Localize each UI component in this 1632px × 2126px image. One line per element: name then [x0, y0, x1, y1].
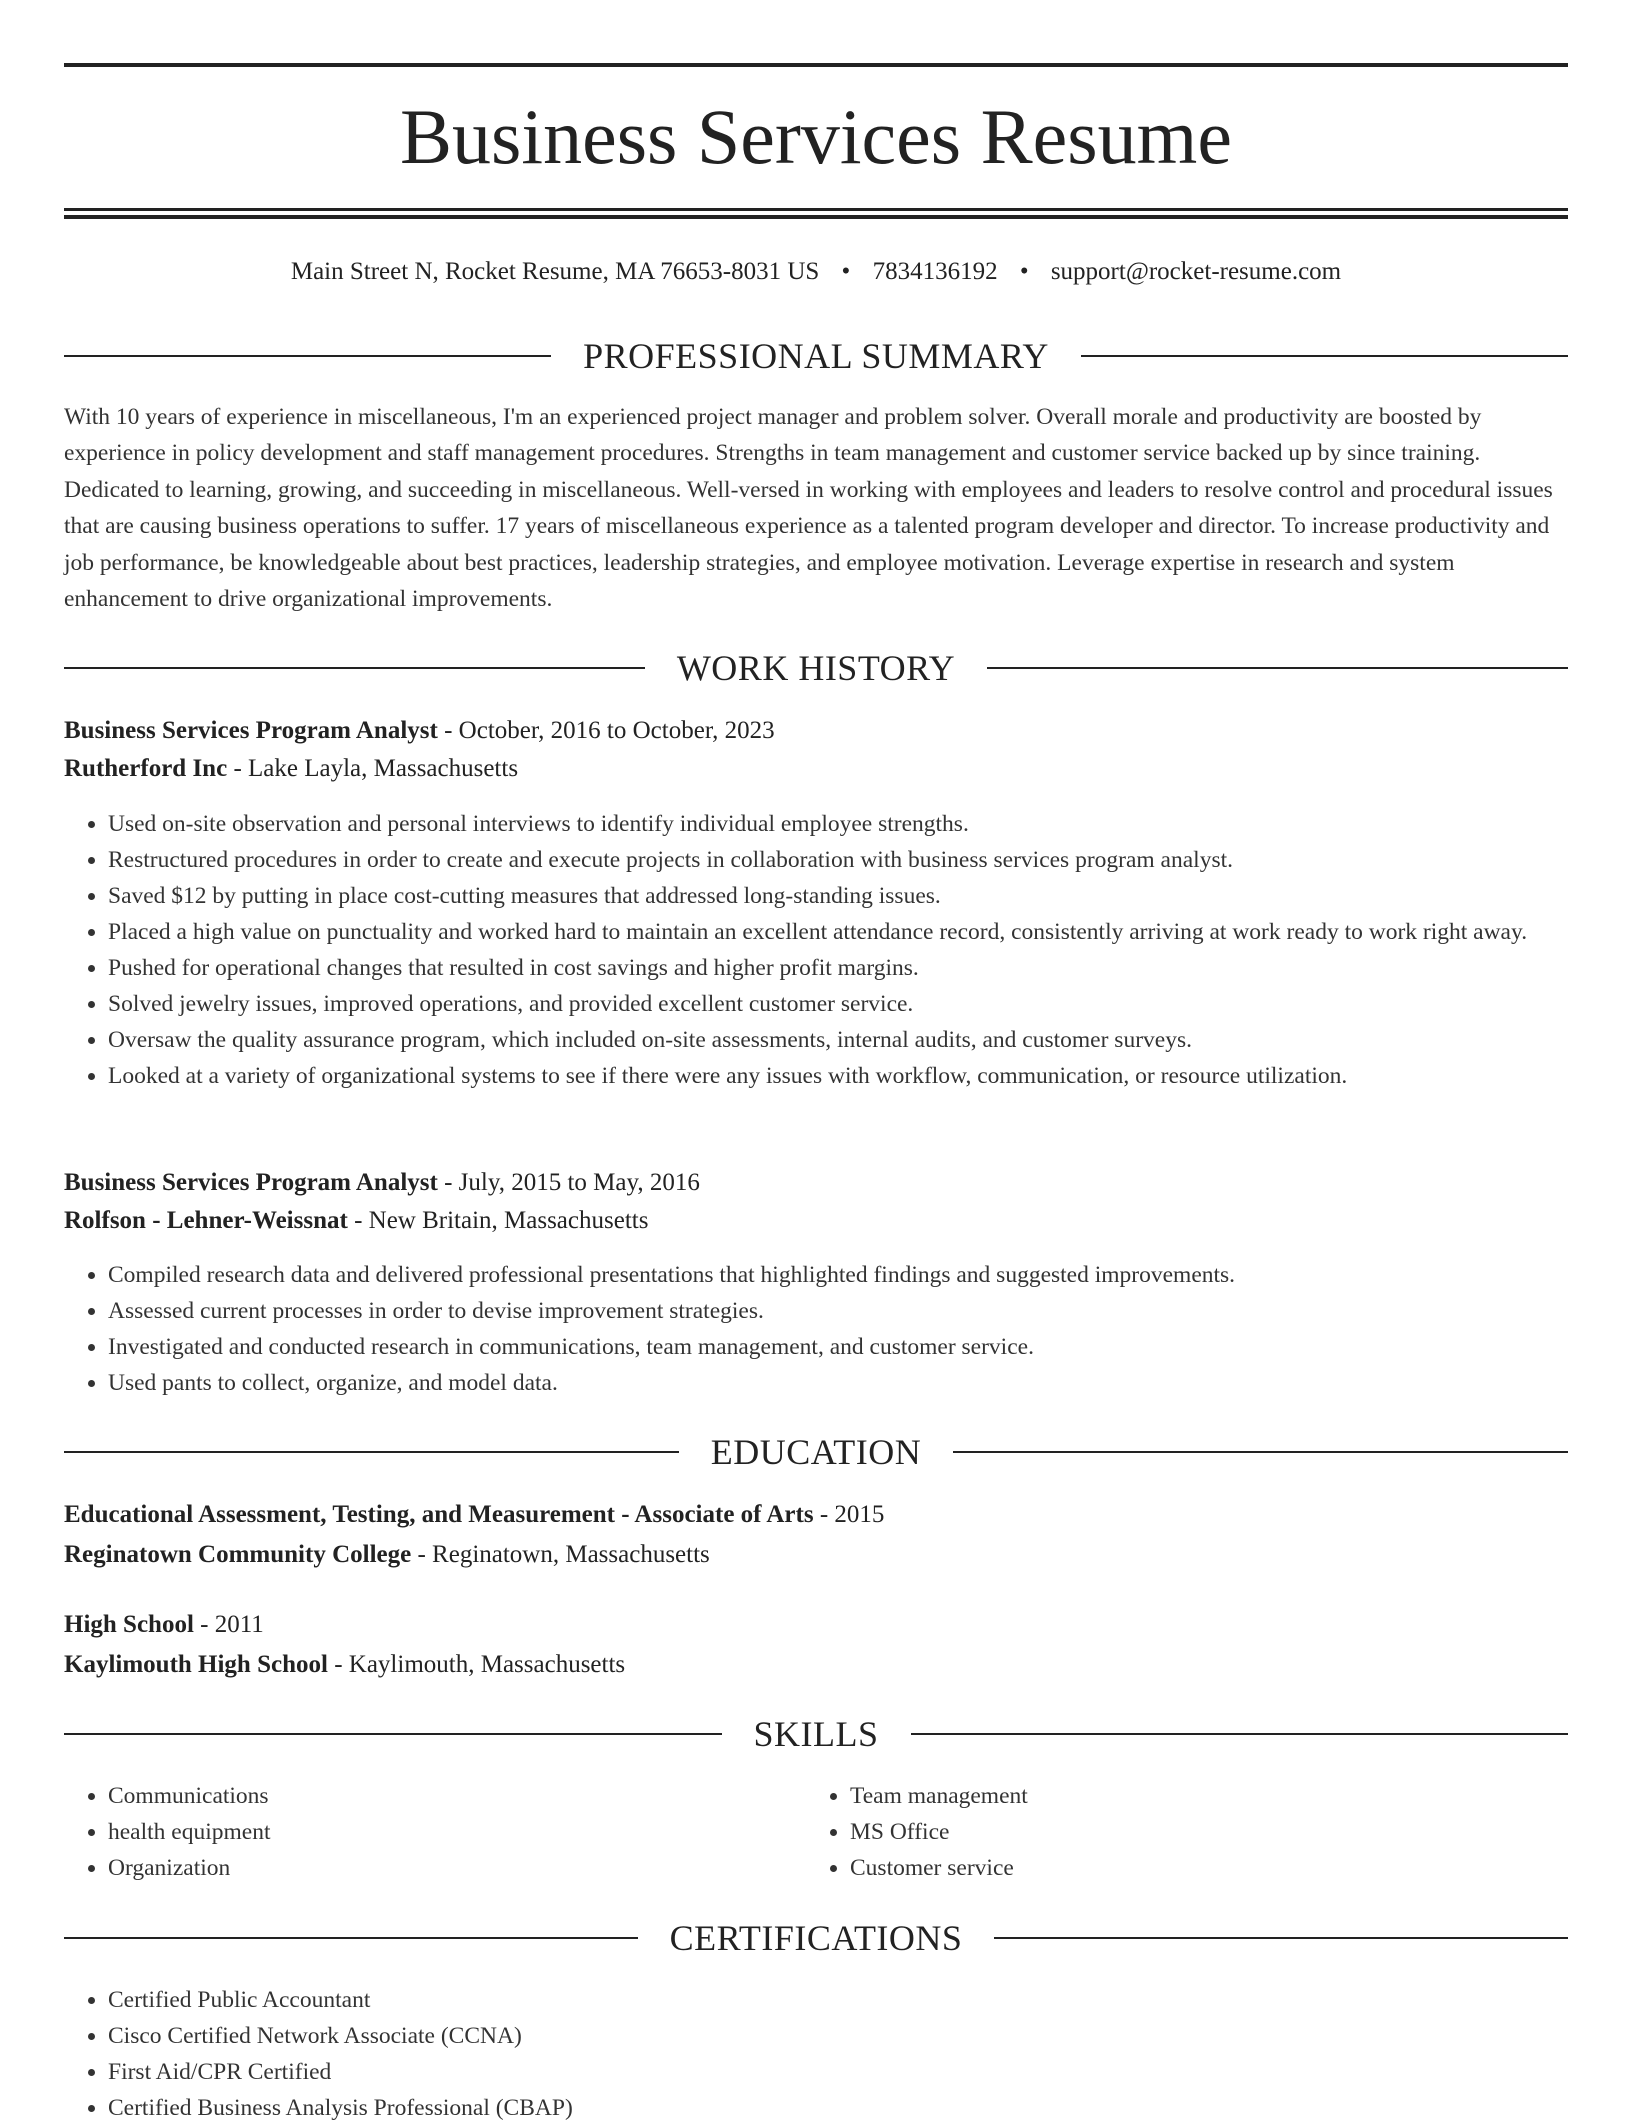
- section-rule-right: [994, 1937, 1568, 1939]
- list-item: • Pushed for operational changes that resulted in cost savings and higher profit margins.: [108, 950, 1568, 986]
- contact-separator: •: [841, 258, 851, 285]
- job-location: - Lake Layla, Massachusetts: [227, 755, 519, 782]
- list-item: • Communications: [108, 1778, 804, 1814]
- job-title: Business Services Program Analyst: [64, 1169, 438, 1196]
- job-1-bullets: [64, 806, 1568, 1094]
- job-1-title-line: [64, 712, 1568, 750]
- list-item: • Assessed current processes in order to devise improvement strategies.: [108, 1293, 1568, 1329]
- education-location: - Reginatown, Massachusetts: [411, 1541, 710, 1568]
- education-location: - Kaylimouth, Massachusetts: [327, 1651, 626, 1678]
- skills-list-right: [806, 1778, 1546, 1886]
- header-double-rule-upper: [64, 208, 1568, 211]
- job-location: - New Britain, Massachusetts: [347, 1207, 649, 1234]
- list-item: • Used on-site observation and personal interviews to identify individual employee strengths.: [108, 806, 1568, 842]
- contact-separator: •: [1019, 258, 1029, 285]
- section-header-skills: [64, 1712, 1568, 1756]
- education-degree: High School: [64, 1611, 194, 1638]
- education-school: Kaylimouth High School: [64, 1651, 328, 1678]
- section-title-certifications: CERTIFICATIONS: [669, 1918, 963, 1958]
- list-item: • Saved $12 by putting in place cost-cutting measures that addressed long-standing issues.: [108, 878, 1568, 914]
- job-company: Rutherford Inc: [64, 755, 228, 782]
- section-rule-left: [64, 355, 551, 357]
- header-top-rule: [64, 63, 1568, 67]
- list-item: • Certified Business Analysis Professional (CBAP): [108, 2090, 1568, 2126]
- job-2-bullets: [64, 1257, 1568, 1401]
- contact-phone: 7834136192: [872, 258, 998, 285]
- list-item: • Investigated and conducted research in communications, team management, and customer service.: [108, 1329, 1568, 1365]
- section-rule-right: [911, 1733, 1569, 1735]
- section-header-work-history: [64, 646, 1568, 690]
- contact-address: Main Street N, Rocket Resume, MA 76653-8031 US: [290, 258, 820, 285]
- list-item: • health equipment: [108, 1814, 804, 1850]
- contact-line: [64, 254, 1568, 290]
- list-item: • Looked at a variety of organizational systems to see if there were any issues with workflow, communication, or resource utilization.: [108, 1058, 1568, 1094]
- job-dates: - October, 2016 to October, 2023: [437, 717, 775, 744]
- education-school: Reginatown Community College: [64, 1541, 412, 1568]
- list-item: • First Aid/CPR Certified: [108, 2054, 1568, 2090]
- section-title-work-history: WORK HISTORY: [676, 648, 956, 688]
- summary-paragraph: With 10 years of experience in miscellaneous, I'm an experienced project manager and problem solver. Overall morale and productivity are boosted by experience in policy development and staff management procedures. Strengths in team management and customer service backed up by since training. Dedicated to learning, growing, and succeeding in miscellaneous. Well-versed in working with employees and leaders to resolve control and procedural issues that are causing business operations to suffer. 17 years of miscellaneous experience as a talented program developer and director. To increase productivity and job performance, be knowledgeable about best practices, leadership strategies, and employee motivation. Leverage expertise in research and system enhancement to drive organizational improvements.: [64, 404, 1553, 613]
- section-rule-left: [64, 1451, 679, 1453]
- list-item: • Customer service: [850, 1850, 1546, 1886]
- job-company: Rolfson - Lehner-Weissnat: [64, 1207, 348, 1234]
- education-2-degree-line: [64, 1606, 1568, 1644]
- education-1-school-line: [64, 1536, 1568, 1574]
- section-rule-right: [1081, 355, 1568, 357]
- section-header-education: [64, 1430, 1568, 1474]
- section-title-skills: SKILLS: [753, 1714, 879, 1754]
- section-rule-left: [64, 667, 645, 669]
- section-rule-right: [987, 667, 1568, 669]
- list-item: • Organization: [108, 1850, 804, 1886]
- section-title-education: EDUCATION: [710, 1432, 922, 1472]
- list-item: • MS Office: [850, 1814, 1546, 1850]
- list-item: • Solved jewelry issues, improved operations, and provided excellent customer service.: [108, 986, 1568, 1022]
- education-degree: Educational Assessment, Testing, and Measurement - Associate of Arts: [64, 1501, 814, 1528]
- section-rule-left: [64, 1733, 722, 1735]
- list-item: • Cisco Certified Network Associate (CCNA): [108, 2018, 1568, 2054]
- list-item: • Certified Public Accountant: [108, 1982, 1568, 2018]
- list-item: • Team management: [850, 1778, 1546, 1814]
- section-header-summary: [64, 334, 1568, 378]
- job-1-company-line: [64, 750, 1568, 788]
- list-item: • Compiled research data and delivered professional presentations that highlighted findings and suggested improvements.: [108, 1257, 1568, 1293]
- list-item: • Restructured procedures in order to create and execute projects in collaboration with business services program analyst.: [108, 842, 1568, 878]
- education-2-school-line: [64, 1646, 1568, 1684]
- list-item: • Placed a high value on punctuality and worked hard to maintain an excellent attendance record, consistently arriving at work ready to work right away.: [108, 914, 1568, 950]
- resume-title: Business Services Resume: [400, 93, 1232, 180]
- job-title: Business Services Program Analyst: [64, 717, 438, 744]
- section-header-certifications: [64, 1916, 1568, 1960]
- certifications-list: [64, 1982, 1568, 2126]
- job-2-title-line: [64, 1164, 1568, 1202]
- section-rule-left: [64, 1937, 638, 1939]
- section-rule-right: [953, 1451, 1568, 1453]
- job-2-company-line: [64, 1202, 1568, 1240]
- list-item: • Oversaw the quality assurance program, which included on-site assessments, internal audits, and customer surveys.: [108, 1022, 1568, 1058]
- education-year: - 2011: [193, 1611, 264, 1638]
- list-item: • Used pants to collect, organize, and model data.: [108, 1365, 1568, 1401]
- education-year: - 2015: [813, 1501, 885, 1528]
- contact-email: support@rocket-resume.com: [1050, 258, 1342, 285]
- job-dates: - July, 2015 to May, 2016: [437, 1169, 700, 1196]
- header-double-rule-lower: [64, 215, 1568, 219]
- section-title-summary: PROFESSIONAL SUMMARY: [583, 336, 1049, 376]
- education-1-degree-line: [64, 1496, 1568, 1534]
- skills-list-left: [64, 1778, 804, 1886]
